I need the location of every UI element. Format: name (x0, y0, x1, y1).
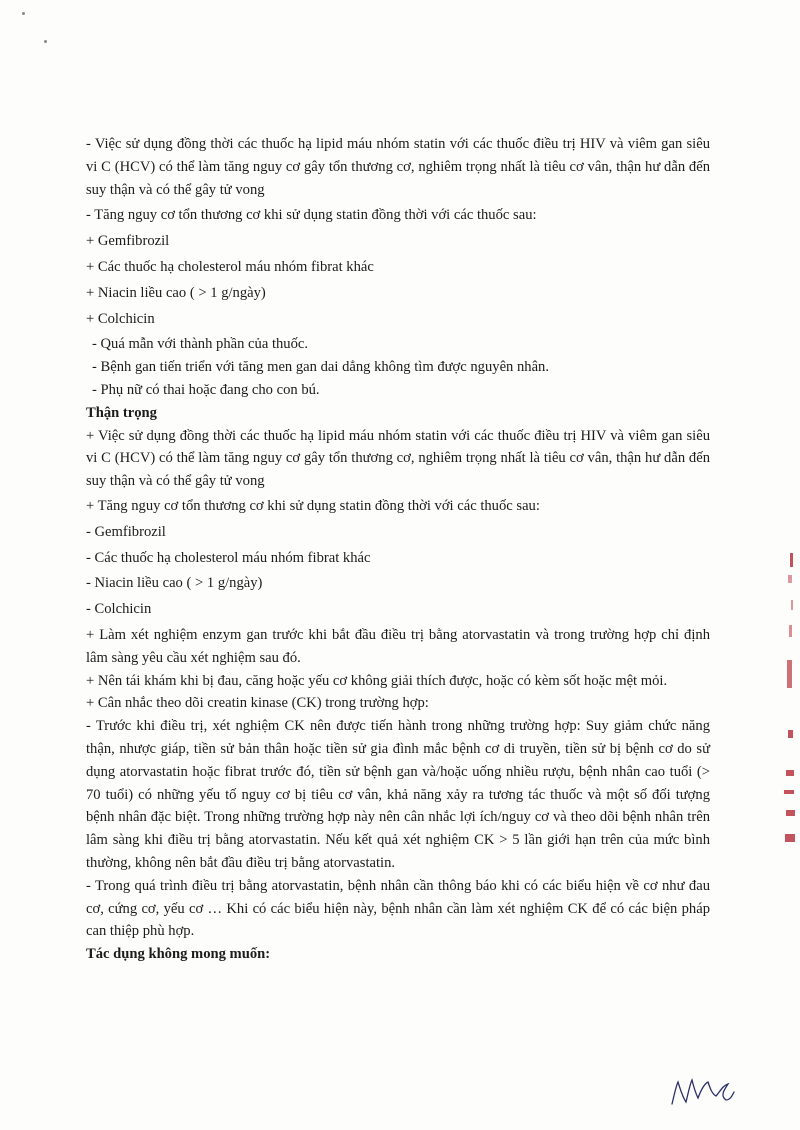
section-heading-adverse-effects: Tác dụng không mong muốn: (86, 946, 271, 963)
paragraph: + Làm xét nghiệm enzym gan trước khi bắt đầu điều trị bằng atorvastatin và trong trường hợp chỉ định lâm sàng yêu cầu xét nghiệm sau đó. (86, 626, 710, 666)
scan-speck (22, 12, 25, 15)
paragraph: + Cân nhắc theo dõi creatin kinase (CK) trong trường hợp: (86, 695, 429, 712)
list-item: + Colchicin (86, 310, 155, 327)
list-item: - Gemfibrozil (86, 523, 166, 540)
precautions-list (86, 425, 710, 944)
section-heading-precautions: Thận trọng (86, 404, 157, 421)
list-item: - Colchicin (86, 601, 152, 618)
paragraph: - Việc sử dụng đồng thời các thuốc hạ lipid máu nhóm statin với các thuốc điều trị HIV và viêm gan siêu vi C (HCV) có thể làm tăng nguy cơ gây tổn thương cơ, nghiêm trọng nhất là tiêu cơ vân, thận hư dẫn đến suy thận và có thể gây tử vong (86, 136, 710, 198)
list-item: + Các thuốc hạ cholesterol máu nhóm fibrat khác (86, 258, 374, 275)
paragraph: - Tăng nguy cơ tổn thương cơ khi sử dụng statin đồng thời với các thuốc sau: (86, 207, 537, 224)
list-item: - Niacin liều cao ( > 1 g/ngày) (86, 575, 263, 592)
handwritten-initials (668, 1074, 738, 1115)
document-body (86, 131, 710, 966)
paragraph: + Tăng nguy cơ tổn thương cơ khi sử dụng statin đồng thời với các thuốc sau: (86, 497, 540, 514)
paragraph: + Việc sử dụng đồng thời các thuốc hạ lipid máu nhóm statin với các thuốc điều trị HIV và viêm gan siêu vi C (HCV) có thể làm tăng nguy cơ gây tổn thương cơ, nghiêm trọng nhất là tiêu cơ vân, thận hư dẫn đến suy thận và có thể gây tử vong (86, 427, 710, 490)
list-item: - Quá mẫn với thành phần của thuốc. (92, 336, 309, 353)
list-item: - Phụ nữ có thai hoặc đang cho con bú. (92, 381, 320, 398)
paragraph: + Nên tái khám khi bị đau, căng hoặc yếu cơ không giải thích được, hoặc có kèm sốt hoặc mệt mỏi. (86, 672, 668, 689)
contraindications-list (86, 133, 710, 402)
paragraph: - Trong quá trình điều trị bằng atorvastatin, bệnh nhân cần thông báo khi có các biểu hiện về cơ như đau cơ, cứng cơ, yếu cơ … Khi có các biểu hiện này, bệnh nhân cần làm xét nghiệm CK để có các biện pháp can thiệp phù hợp. (86, 877, 710, 940)
paragraph: - Trước khi điều trị, xét nghiệm CK nên được tiến hành trong những trường hợp: Suy giảm chức năng thận, nhược giáp, tiền sử bản thân hoặc tiền sử gia đình mắc bệnh cơ di truyền, tiền sử bị bệnh cơ do sử dụng atorvastatin hoặc fibrat trước đó, tiền sử bệnh gan và/hoặc uống nhiều rượu, bệnh nhân cao tuổi (> 70 tuổi) có những yếu tố nguy cơ bị tiêu cơ vân, khả năng xảy ra tương tác thuốc và một số đối tượng bệnh nhân đặc biệt. Trong những trường hợp này nên cân nhắc lợi ích/nguy cơ và theo dõi bệnh nhân trên lâm sàng khi điều trị bằng atorvastatin. Nếu kết quả xét nghiệm CK > 5 lần giới hạn trên của mức bình thường, không nên bắt đầu điều trị bằng atorvastatin. (86, 718, 710, 871)
list-item: + Niacin liều cao ( > 1 g/ngày) (86, 284, 266, 301)
list-item: - Bệnh gan tiến triển với tăng men gan dai dẳng không tìm được nguyên nhân. (92, 359, 550, 376)
list-item: + Gemfibrozil (86, 233, 170, 250)
list-item: - Các thuốc hạ cholesterol máu nhóm fibrat khác (86, 549, 371, 566)
scan-speck (44, 40, 47, 43)
